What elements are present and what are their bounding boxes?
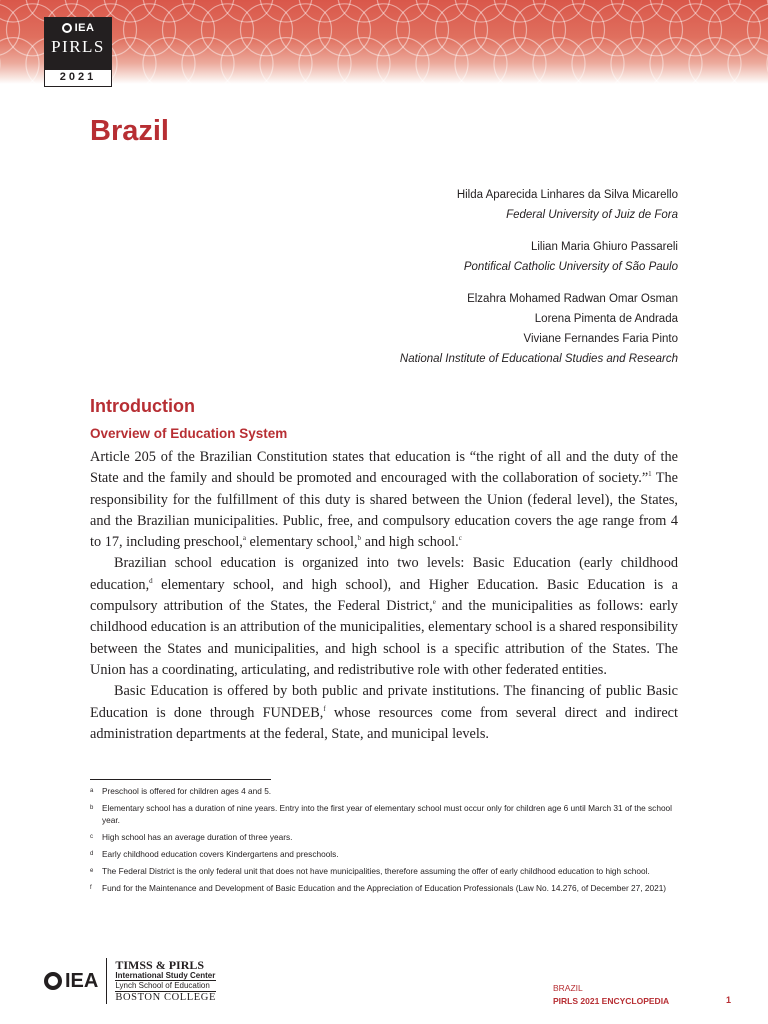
banner-circle: [143, 38, 195, 84]
author-affiliation: Federal University of Juiz de Fora: [506, 209, 678, 221]
footer-logo: [44, 958, 216, 1004]
banner-circle: [436, 4, 488, 56]
banner-circle: [475, 4, 527, 56]
author-name: Elzahra Mohamed Radwan Omar Osman: [467, 293, 678, 305]
iea-circle-icon: [44, 972, 62, 990]
banner-circle: [689, 38, 741, 84]
author-affiliation: Pontifical Catholic University of São Paulo: [463, 261, 678, 273]
banner-circle: [241, 4, 293, 56]
page-title: Brazil: [90, 115, 169, 147]
author-group-3: [400, 289, 678, 369]
paragraph-1: Article 205 of the Brazilian Constitution states that education is “the right of all and the duty of the State and the family and should be promoted and encouraged with the collaboration of society.”$^1$ The responsibility for the fulfillment of this duty is shared between the Union (federal level), the States, and the Brazilian municipalities. Public, free, and compulsory education covers the age range from 4 to 17, including preschool,$^a$ elementary school,$^b$ and high school.$^c$: [90, 449, 678, 551]
banner-circle: [592, 4, 644, 56]
footnote: b Elementary school has a duration of nine years. Entry into the first year of elementary school must occur only for children age 6 until March 31 of the school year.: [90, 803, 673, 825]
body-text: [90, 447, 678, 745]
author-name: Viviane Fernandes Faria Pinto: [523, 333, 678, 345]
banner-circle: [650, 38, 702, 84]
logo-year-text: 2021: [44, 69, 112, 87]
banner-circle: [299, 38, 351, 84]
banner-circle: [280, 4, 332, 56]
author-name: Lorena Pimenta de Andrada: [534, 313, 678, 325]
banner-circle: [260, 38, 312, 84]
banner-circle: [163, 4, 215, 56]
banner-circle: [0, 38, 39, 84]
banner-circle: [728, 38, 768, 84]
footnotes: [90, 786, 680, 900]
footnote: a Preschool is offered for children ages 4 and 5.: [90, 786, 272, 796]
subsection-heading: Overview of Education System: [90, 426, 288, 441]
banner-circle: [202, 4, 254, 56]
logo-divider: [106, 958, 107, 1004]
page-number: 1: [726, 995, 732, 1005]
footnote-ref[interactable]: f: [323, 704, 326, 713]
footnote-divider: [90, 779, 271, 780]
iea-circle-icon: [62, 23, 72, 33]
banner-circle: [182, 38, 234, 84]
banner-circle: [514, 4, 566, 56]
author-list: [400, 185, 678, 381]
banner-circle: [494, 38, 546, 84]
banner-circle: [631, 4, 683, 56]
header-banner: [0, 0, 768, 84]
footnote-ref[interactable]: d: [149, 577, 153, 586]
banner-circle-pattern: [0, 0, 768, 84]
footnote: c High school has an average duration of three years.: [90, 831, 293, 842]
footnote: f Fund for the Maintenance and Development of Basic Education and the Appreciation of Education Professionals (Law No. 14.276, of December 27, 2021): [90, 882, 667, 893]
footnote-ref[interactable]: c: [458, 534, 462, 543]
iea-logo: [44, 22, 112, 34]
banner-circle: [611, 38, 663, 84]
banner-circle: [748, 4, 768, 56]
banner-circle: [553, 4, 605, 56]
banner-circle: [124, 4, 176, 56]
author-group-2: [400, 237, 678, 277]
footnote-ref[interactable]: b: [357, 534, 362, 543]
banner-circle: [397, 4, 449, 56]
endnote-ref[interactable]: 1: [648, 470, 652, 479]
banner-circle: [358, 4, 410, 56]
author-group-1: [400, 185, 678, 225]
banner-circle: [455, 38, 507, 84]
banner-circle: [709, 4, 761, 56]
timss-pirls-center-logo: TIMSS & PIRLS International Study Center Lynch School of Education BOSTON COLLEGE: [115, 957, 217, 1003]
logo-org-text: IEA: [74, 22, 95, 34]
author-name: Lilian Maria Ghiuro Passareli: [530, 241, 678, 253]
footnote-ref[interactable]: a: [242, 534, 246, 543]
author-affiliation: National Institute of Educational Studies and Research: [399, 353, 678, 365]
paragraph-2: Brazilian school education is organized into two levels: Basic Education (early childhood education,$^d$ elementary school, and high school), and Higher Education. Basic Education is a compulsory attribution of the States, the Federal District,$^e$ and the municipalities as follows: early childhood education is an attribution of the municipalities, elementary school is a shared responsibility between the States and municipalities, and high school is a specific attribution of the States. The Union has a coordinating, articulating, and redistributive role with other federated entities.: [90, 555, 679, 678]
banner-circle: [377, 38, 429, 84]
pirls-2021-logo: [44, 17, 112, 89]
footnote: e The Federal District is the only federal unit that does not have municipalities, therefore assuming the offer of early childhood education to high school.: [90, 865, 650, 876]
banner-circle: [319, 4, 371, 56]
running-footer: [553, 982, 669, 1008]
banner-circle: [670, 4, 722, 56]
banner-circle: [221, 38, 273, 84]
footer-country: BRAZIL: [553, 983, 583, 993]
footnote-ref[interactable]: e: [432, 598, 436, 607]
section-heading: Introduction: [90, 396, 195, 416]
banner-circle: [0, 4, 20, 56]
author-name: Hilda Aparecida Linhares da Silva Micarello: [456, 189, 678, 201]
banner-circle: [572, 38, 624, 84]
banner-circle: [416, 38, 468, 84]
footnote: d Early childhood education covers Kindergartens and preschools.: [90, 848, 339, 859]
logo-study-text: PIRLS: [51, 37, 105, 56]
banner-circle: [338, 38, 390, 84]
footer-iea-logo: IEA: [44, 970, 98, 993]
paragraph-3: Basic Education is offered by both public and private institutions. The financing of public Basic Education is done through FUNDEB,$^f$ whose resources come from several direct and indirect administration departments at the federal, State, and municipal levels.: [90, 683, 678, 742]
footer-encyclopedia: PIRLS 2021 ENCYCLOPEDIA: [553, 996, 670, 1006]
banner-circle: [533, 38, 585, 84]
